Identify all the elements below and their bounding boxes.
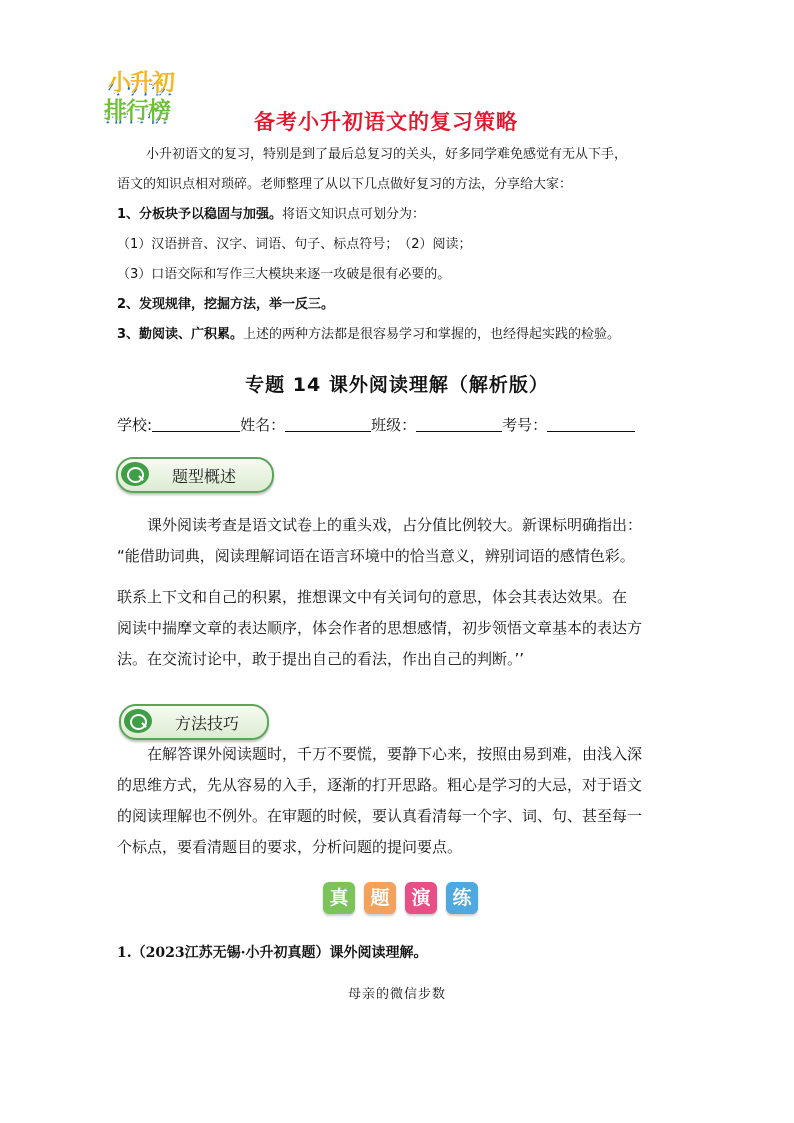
- speech-bubble-icon: [121, 462, 149, 486]
- article-title: 母亲的微信步数: [347, 987, 446, 1002]
- overview-badge: [116, 457, 274, 493]
- class-label: 班级：: [371, 416, 417, 434]
- method-line-4: 个标点，要看清题目的要求，分析问题的提问要点。: [117, 838, 463, 856]
- speech-bubble-icon: [124, 709, 152, 733]
- practice-tile-3: 演: [405, 882, 437, 914]
- practice-tile-2: 题: [364, 882, 396, 914]
- intro-block: [117, 140, 677, 350]
- overview-line-1: 课外阅读考查是语文试卷上的重头戏，占分值比例较大。新课标明确指出：: [147, 516, 643, 534]
- section-title: 专题 14 课外阅读理解（解析版）: [245, 374, 549, 396]
- logo-text-top: 小升初: [108, 70, 174, 96]
- intro-line-1: 小升初语文的复习，特别是到了最后总复习的关头，好多同学难免感觉有无从下手，: [146, 147, 628, 162]
- method-badge: [119, 704, 269, 740]
- intro-point-3-text: 上述的两种方法都是很容易学习和掌握的，也经得起实践的检验。: [243, 327, 621, 342]
- logo-text-bottom: 排行榜: [104, 98, 170, 124]
- intro-line-5: （3）口语交际和写作三大模块来逐一攻破是很有必要的。: [117, 267, 451, 282]
- intro-point-3-heading: 3、勤阅读、广积累。: [117, 327, 244, 342]
- practice-tile-1: 真: [323, 882, 355, 914]
- school-label: 学校:: [117, 416, 153, 434]
- intro-line-4: （1）汉语拼音、汉字、词语、句子、标点符号； （2）阅读；: [117, 237, 472, 252]
- overview-line-2: “能借助词典，阅读理解词语在语言环境中的恰当意义，辨别词语的感情色彩。: [117, 547, 635, 565]
- method-line-1: 在解答课外阅读题时，千万不要慌，要静下心来，按照由易到难，由浅入深: [147, 745, 643, 763]
- name-blank[interactable]: [285, 415, 371, 432]
- intro-line-3: [117, 200, 677, 230]
- method-line-2: 的思维方式，先从容易的入手，逐渐的打开思路。粗心是学习的大忌，对于语文: [117, 776, 643, 794]
- page-title: 备考小升初语文的复习策略: [254, 110, 518, 134]
- overview-line-5: 法。在交流讨论中，敢于提出自己的看法，作出自己的判断。’’: [117, 650, 525, 668]
- method-line-3: 的阅读理解也不例外。在审题的时候，要认真看清每一个字、词、句、甚至每一: [117, 807, 643, 825]
- intro-point-1-heading: 1、分板块予以稳固与加强。: [117, 207, 283, 222]
- exam-number-label: 考号：: [502, 416, 548, 434]
- name-label: 姓名：: [240, 416, 286, 434]
- question-heading: 1.（2023江苏无锡·小升初真题）课外阅读理解。: [117, 945, 428, 961]
- intro-line-7: [117, 320, 677, 350]
- overview-badge-label: 题型概述: [172, 467, 237, 486]
- method-paragraph: [117, 739, 687, 863]
- logo: [104, 70, 208, 128]
- intro-point-1-text: 将语文知识点可划分为：: [282, 207, 426, 222]
- overview-line-4: 阅读中揣摩文章的表达顺序，体会作者的思想感情，初步领悟文章基本的表达方: [117, 619, 643, 637]
- overview-line-3: 联系上下文和自己的积累，推想课文中有关词句的意思，体会其表达效果。在: [117, 588, 628, 606]
- class-blank[interactable]: [416, 415, 502, 432]
- intro-line-6: [117, 290, 677, 320]
- overview-paragraph: [117, 510, 687, 675]
- practice-tile-4: 练: [446, 882, 478, 914]
- student-info-line: [117, 414, 635, 435]
- intro-point-2-heading: 2、发现规律，挖掘方法，举一反三。: [117, 297, 335, 312]
- exam-number-blank[interactable]: [547, 415, 635, 432]
- school-blank[interactable]: [152, 415, 240, 432]
- intro-line-2: 语文的知识点相对琐碎。老师整理了从以下几点做好复习的方法，分享给大家：: [117, 177, 573, 192]
- method-badge-label: 方法技巧: [175, 714, 240, 733]
